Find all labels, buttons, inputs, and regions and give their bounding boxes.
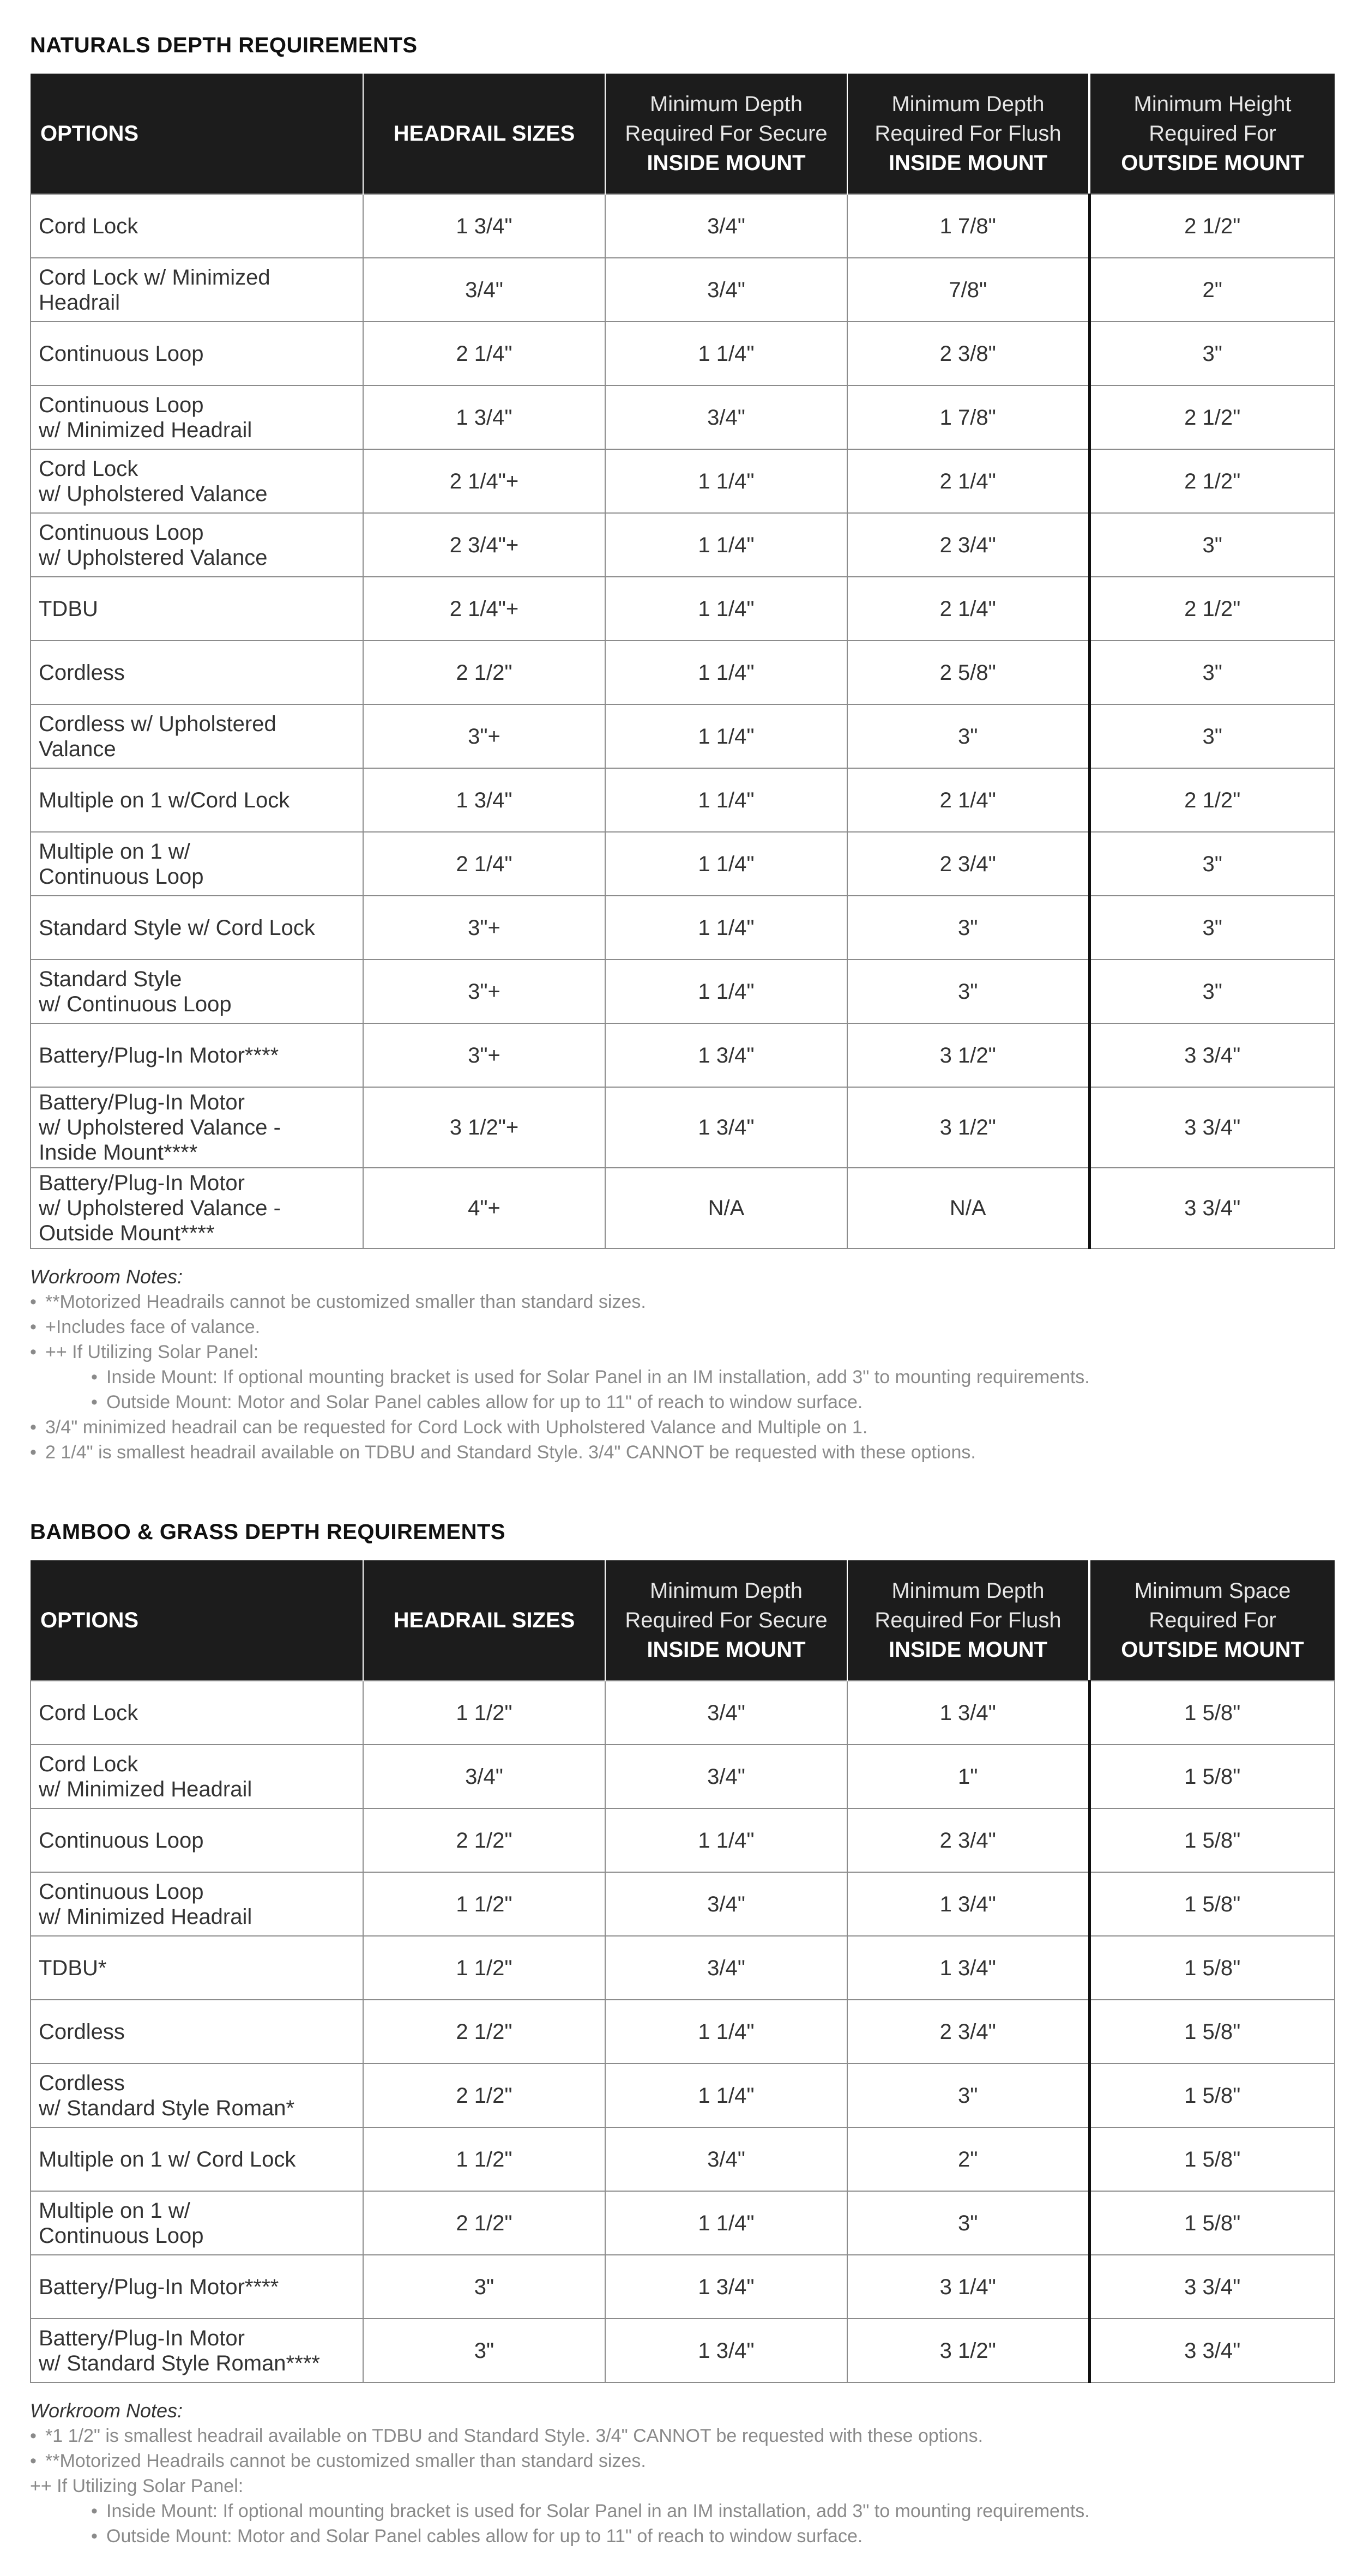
measurement-cell: 3" — [363, 2319, 605, 2382]
bamboo-note: • **Motorized Headrails cannot be customized smaller than standard sizes. — [30, 2448, 1334, 2474]
measurement-cell: 1 3/4" — [605, 2255, 847, 2319]
bamboo-table — [30, 1560, 1335, 2383]
header-outside-line3: OUTSIDE MOUNT — [1121, 1638, 1304, 1662]
measurement-cell: 2 1/2" — [363, 1808, 605, 1872]
header-flush-inside-mount — [847, 74, 1089, 194]
naturals-note: • 3/4" minimized headrail can be requested for Cord Lock with Upholstered Valance and Multiple on 1. — [30, 1415, 1334, 1440]
measurement-cell: 3/4" — [605, 1745, 847, 1808]
measurement-cell: 2 1/4" — [847, 449, 1089, 513]
measurement-cell: 2 3/8" — [847, 322, 1089, 385]
table-row — [31, 513, 1335, 577]
measurement-cell: 1 5/8" — [1089, 1745, 1335, 1808]
measurement-cell: 3" — [1089, 832, 1335, 896]
option-name-cell: Cord Lock w/ Upholstered Valance — [31, 449, 363, 513]
header-flush-line1: Minimum Depth — [891, 1579, 1045, 1603]
bamboo-header-row — [31, 1560, 1335, 1681]
table-row — [31, 322, 1335, 385]
measurement-cell: 3 3/4" — [1089, 1087, 1335, 1168]
measurement-cell: 1 5/8" — [1089, 2127, 1335, 2191]
measurement-cell: 3/4" — [605, 1936, 847, 2000]
table-row — [31, 1808, 1335, 1872]
measurement-cell: 1 1/4" — [605, 2064, 847, 2127]
measurement-cell: 3/4" — [605, 258, 847, 322]
measurement-cell: 2 3/4" — [847, 832, 1089, 896]
naturals-workroom-notes — [30, 1264, 1334, 1465]
table-row — [31, 1087, 1335, 1168]
measurement-cell: 3" — [1089, 704, 1335, 768]
option-name-cell: Battery/Plug-In Motor w/ Upholstered Valance - Outside Mount**** — [31, 1168, 363, 1248]
table-row — [31, 2255, 1335, 2319]
header-flush-line3: INSIDE MOUNT — [888, 1638, 1048, 1662]
measurement-cell: 7/8" — [847, 258, 1089, 322]
measurement-cell: 3" — [847, 2064, 1089, 2127]
measurement-cell: 2 3/4" — [847, 2000, 1089, 2064]
option-name-cell: Battery/Plug-In Motor**** — [31, 1023, 363, 1087]
table-row — [31, 449, 1335, 513]
bamboo-title: BAMBOO & GRASS DEPTH REQUIREMENTS — [30, 1520, 506, 1544]
measurement-cell: 3" — [847, 2191, 1089, 2255]
header-secure-inside-mount — [605, 74, 847, 194]
option-name-cell: Multiple on 1 w/Cord Lock — [31, 768, 363, 832]
option-name-cell: Multiple on 1 w/ Continuous Loop — [31, 832, 363, 896]
naturals-table — [30, 74, 1335, 1249]
measurement-cell: 2 1/4" — [363, 832, 605, 896]
option-name-cell: Multiple on 1 w/ Cord Lock — [31, 2127, 363, 2191]
measurement-cell: 1 3/4" — [363, 768, 605, 832]
header-secure-line1: Minimum Depth — [649, 92, 803, 116]
measurement-cell: 3 3/4" — [1089, 1168, 1335, 1248]
table-row — [31, 960, 1335, 1023]
measurement-cell: 3" — [847, 896, 1089, 960]
measurement-cell: 3" — [1089, 641, 1335, 704]
measurement-cell: 2 1/2" — [363, 2000, 605, 2064]
option-name-cell: Cordless w/ Upholstered Valance — [31, 704, 363, 768]
measurement-cell: 1 1/4" — [605, 896, 847, 960]
measurement-cell: 2" — [847, 2127, 1089, 2191]
measurement-cell: 3"+ — [363, 704, 605, 768]
measurement-cell: 1 3/4" — [605, 1023, 847, 1087]
table-row — [31, 896, 1335, 960]
table-row — [31, 641, 1335, 704]
measurement-cell: 2" — [1089, 258, 1335, 322]
measurement-cell: 2 5/8" — [847, 641, 1089, 704]
measurement-cell: 2 1/2" — [1089, 194, 1335, 258]
table-row — [31, 194, 1335, 258]
bamboo-note-sub: • Inside Mount: If optional mounting bracket is used for Solar Panel in an IM installation, add 3" to mounting requirements. — [30, 2499, 1334, 2524]
option-name-cell: TDBU* — [31, 1936, 363, 2000]
option-name-cell: Continuous Loop — [31, 322, 363, 385]
table-row — [31, 1936, 1335, 2000]
option-name-cell: Battery/Plug-In Motor w/ Standard Style Roman**** — [31, 2319, 363, 2382]
naturals-title: NATURALS DEPTH REQUIREMENTS — [30, 33, 418, 57]
measurement-cell: 1 5/8" — [1089, 2064, 1335, 2127]
option-name-cell: Cord Lock w/ Minimized Headrail — [31, 1745, 363, 1808]
measurement-cell: 1 3/4" — [363, 194, 605, 258]
table-row — [31, 768, 1335, 832]
measurement-cell: 1 5/8" — [1089, 2000, 1335, 2064]
bamboo-table-body — [31, 1681, 1335, 2382]
bamboo-section — [30, 1518, 1334, 2549]
option-name-cell: Continuous Loop w/ Minimized Headrail — [31, 1872, 363, 1936]
measurement-cell: 1 5/8" — [1089, 1808, 1335, 1872]
measurement-cell: 2 1/2" — [1089, 449, 1335, 513]
measurement-cell: 2 3/4"+ — [363, 513, 605, 577]
measurement-cell: 1 1/4" — [605, 768, 847, 832]
measurement-cell: 3" — [1089, 960, 1335, 1023]
header-flush-line1: Minimum Depth — [891, 92, 1045, 116]
table-row — [31, 2191, 1335, 2255]
header-secure-line1: Minimum Depth — [649, 1579, 803, 1603]
measurement-cell: 4"+ — [363, 1168, 605, 1248]
naturals-section — [30, 32, 1334, 1465]
option-name-cell: Cordless — [31, 2000, 363, 2064]
header-outside-line2: Required For — [1149, 1608, 1276, 1632]
measurement-cell: 1 1/4" — [605, 449, 847, 513]
option-name-cell: Standard Style w/ Cord Lock — [31, 896, 363, 960]
measurement-cell: 1 1/4" — [605, 1808, 847, 1872]
bamboo-workroom-notes — [30, 2398, 1334, 2549]
bamboo-notes-title: Workroom Notes: — [30, 2399, 183, 2422]
measurement-cell: 2 1/4"+ — [363, 449, 605, 513]
measurement-cell: 2 3/4" — [847, 1808, 1089, 1872]
measurement-cell: 1 5/8" — [1089, 1936, 1335, 2000]
measurement-cell: 1 1/4" — [605, 2191, 847, 2255]
measurement-cell: 1 1/2" — [363, 2127, 605, 2191]
option-name-cell: TDBU — [31, 577, 363, 641]
measurement-cell: 2 1/4" — [847, 577, 1089, 641]
measurement-cell: 3/4" — [363, 1745, 605, 1808]
measurement-cell: 3" — [363, 2255, 605, 2319]
measurement-cell: 1 3/4" — [847, 1936, 1089, 2000]
measurement-cell: 1 5/8" — [1089, 1872, 1335, 1936]
measurement-cell: 1 3/4" — [605, 2319, 847, 2382]
measurement-cell: 1 1/4" — [605, 832, 847, 896]
naturals-note: • ++ If Utilizing Solar Panel: — [30, 1340, 1334, 1365]
naturals-table-body — [31, 194, 1335, 1248]
measurement-cell: 2 1/2" — [363, 2064, 605, 2127]
option-name-cell: Continuous Loop w/ Minimized Headrail — [31, 385, 363, 449]
header-secure-inside-mount — [605, 1560, 847, 1681]
header-secure-line3: INSIDE MOUNT — [647, 1638, 806, 1662]
naturals-note: • 2 1/4" is smallest headrail available on TDBU and Standard Style. 3/4" CANNOT be requested with these options. — [30, 1440, 1334, 1465]
naturals-note-sub: • Outside Mount: Motor and Solar Panel cables allow for up to 11" of reach to window surface. — [30, 1390, 1334, 1415]
measurement-cell: 1 3/4" — [847, 1681, 1089, 1745]
measurement-cell: 3/4" — [605, 1681, 847, 1745]
option-name-cell: Cord Lock — [31, 1681, 363, 1745]
table-row — [31, 1681, 1335, 1745]
header-flush-line3: INSIDE MOUNT — [888, 151, 1048, 175]
measurement-cell: 2 3/4" — [847, 513, 1089, 577]
measurement-cell: 3" — [1089, 513, 1335, 577]
table-row — [31, 1745, 1335, 1808]
bamboo-note: • *1 1/2" is smallest headrail available on TDBU and Standard Style. 3/4" CANNOT be requested with these options. — [30, 2423, 1334, 2448]
measurement-cell: 1 1/2" — [363, 1872, 605, 1936]
header-flush-line2: Required For Flush — [875, 122, 1062, 146]
measurement-cell: 1 5/8" — [1089, 2191, 1335, 2255]
measurement-cell: 2 1/4" — [847, 768, 1089, 832]
header-options: OPTIONS — [31, 74, 363, 194]
table-row — [31, 385, 1335, 449]
table-row — [31, 704, 1335, 768]
bamboo-note: ++ If Utilizing Solar Panel: — [30, 2476, 244, 2496]
measurement-cell: 3/4" — [605, 194, 847, 258]
naturals-note-sub: • Inside Mount: If optional mounting bracket is used for Solar Panel in an IM installation, add 3" to mounting requirements. — [30, 1365, 1334, 1390]
option-name-cell: Continuous Loop w/ Upholstered Valance — [31, 513, 363, 577]
measurement-cell: 1 1/4" — [605, 960, 847, 1023]
measurement-cell: 3 3/4" — [1089, 2255, 1335, 2319]
measurement-cell: 1 1/2" — [363, 1681, 605, 1745]
naturals-note: • **Motorized Headrails cannot be customized smaller than standard sizes. — [30, 1289, 1334, 1314]
measurement-cell: 1" — [847, 1745, 1089, 1808]
measurement-cell: 1 1/4" — [605, 577, 847, 641]
header-outside-line1: Minimum Height — [1133, 92, 1292, 116]
option-name-cell: Cord Lock w/ Minimized Headrail — [31, 258, 363, 322]
option-name-cell: Battery/Plug-In Motor**** — [31, 2255, 363, 2319]
measurement-cell: 3 1/4" — [847, 2255, 1089, 2319]
measurement-cell: 3 1/2" — [847, 1023, 1089, 1087]
measurement-cell: 1 1/4" — [605, 322, 847, 385]
table-row — [31, 2000, 1335, 2064]
measurement-cell: 3"+ — [363, 896, 605, 960]
header-outside-mount — [1089, 74, 1335, 194]
header-outside-line2: Required For — [1149, 122, 1276, 146]
header-outside-line3: OUTSIDE MOUNT — [1121, 151, 1304, 175]
header-flush-line2: Required For Flush — [875, 1608, 1062, 1632]
measurement-cell: 3" — [1089, 322, 1335, 385]
table-row — [31, 1023, 1335, 1087]
naturals-header-row — [31, 74, 1335, 194]
measurement-cell: 3" — [1089, 896, 1335, 960]
measurement-cell: 2 1/2" — [363, 2191, 605, 2255]
naturals-note: • +Includes face of valance. — [30, 1314, 1334, 1340]
measurement-cell: 3"+ — [363, 1023, 605, 1087]
measurement-cell: 1 7/8" — [847, 194, 1089, 258]
option-name-cell: Standard Style w/ Continuous Loop — [31, 960, 363, 1023]
table-row — [31, 1872, 1335, 1936]
measurement-cell: 1 3/4" — [363, 385, 605, 449]
measurement-cell: N/A — [847, 1168, 1089, 1248]
header-secure-line2: Required For Secure — [625, 122, 828, 146]
header-options: OPTIONS — [31, 1560, 363, 1681]
measurement-cell: 2 1/2" — [1089, 577, 1335, 641]
measurement-cell: 1 5/8" — [1089, 1681, 1335, 1745]
table-row — [31, 2319, 1335, 2382]
header-secure-line2: Required For Secure — [625, 1608, 828, 1632]
measurement-cell: 3"+ — [363, 960, 605, 1023]
option-name-cell: Cordless — [31, 641, 363, 704]
measurement-cell: 3" — [847, 960, 1089, 1023]
measurement-cell: 2 1/2" — [363, 641, 605, 704]
measurement-cell: 1 1/4" — [605, 2000, 847, 2064]
measurement-cell: 3 1/2" — [847, 2319, 1089, 2382]
measurement-cell: 1 3/4" — [847, 1872, 1089, 1936]
bamboo-note-sub: • Outside Mount: Motor and Solar Panel cables allow for up to 11" of reach to window surface. — [30, 2524, 1334, 2549]
measurement-cell: 3/4" — [363, 258, 605, 322]
measurement-cell: 3 3/4" — [1089, 1023, 1335, 1087]
measurement-cell: 2 1/2" — [1089, 768, 1335, 832]
table-row — [31, 258, 1335, 322]
table-row — [31, 1168, 1335, 1248]
table-row — [31, 2127, 1335, 2191]
measurement-cell: 3 1/2" — [847, 1087, 1089, 1168]
header-headrail-sizes: HEADRAIL SIZES — [363, 1560, 605, 1681]
header-outside-line1: Minimum Space — [1134, 1579, 1291, 1603]
measurement-cell: 1 1/4" — [605, 704, 847, 768]
measurement-cell: 2 1/4" — [363, 322, 605, 385]
option-name-cell: Continuous Loop — [31, 1808, 363, 1872]
measurement-cell: 3/4" — [605, 385, 847, 449]
measurement-cell: 1 1/4" — [605, 641, 847, 704]
measurement-cell: 1 1/4" — [605, 513, 847, 577]
table-row — [31, 832, 1335, 896]
header-outside-mount — [1089, 1560, 1335, 1681]
header-flush-inside-mount — [847, 1560, 1089, 1681]
header-headrail-sizes: HEADRAIL SIZES — [363, 74, 605, 194]
option-name-cell: Cord Lock — [31, 194, 363, 258]
naturals-notes-title: Workroom Notes: — [30, 1265, 183, 1288]
measurement-cell: 1 3/4" — [605, 1087, 847, 1168]
measurement-cell: 2 1/2" — [1089, 385, 1335, 449]
measurement-cell: 2 1/4"+ — [363, 577, 605, 641]
header-secure-line3: INSIDE MOUNT — [647, 151, 806, 175]
measurement-cell: 3" — [847, 704, 1089, 768]
measurement-cell: 3 1/2"+ — [363, 1087, 605, 1168]
measurement-cell: N/A — [605, 1168, 847, 1248]
measurement-cell: 3/4" — [605, 2127, 847, 2191]
measurement-cell: 1 7/8" — [847, 385, 1089, 449]
table-row — [31, 2064, 1335, 2127]
option-name-cell: Battery/Plug-In Motor w/ Upholstered Valance - Inside Mount**** — [31, 1087, 363, 1168]
measurement-cell: 1 1/2" — [363, 1936, 605, 2000]
option-name-cell: Cordless w/ Standard Style Roman* — [31, 2064, 363, 2127]
option-name-cell: Multiple on 1 w/ Continuous Loop — [31, 2191, 363, 2255]
table-row — [31, 577, 1335, 641]
measurement-cell: 3 3/4" — [1089, 2319, 1335, 2382]
measurement-cell: 3/4" — [605, 1872, 847, 1936]
